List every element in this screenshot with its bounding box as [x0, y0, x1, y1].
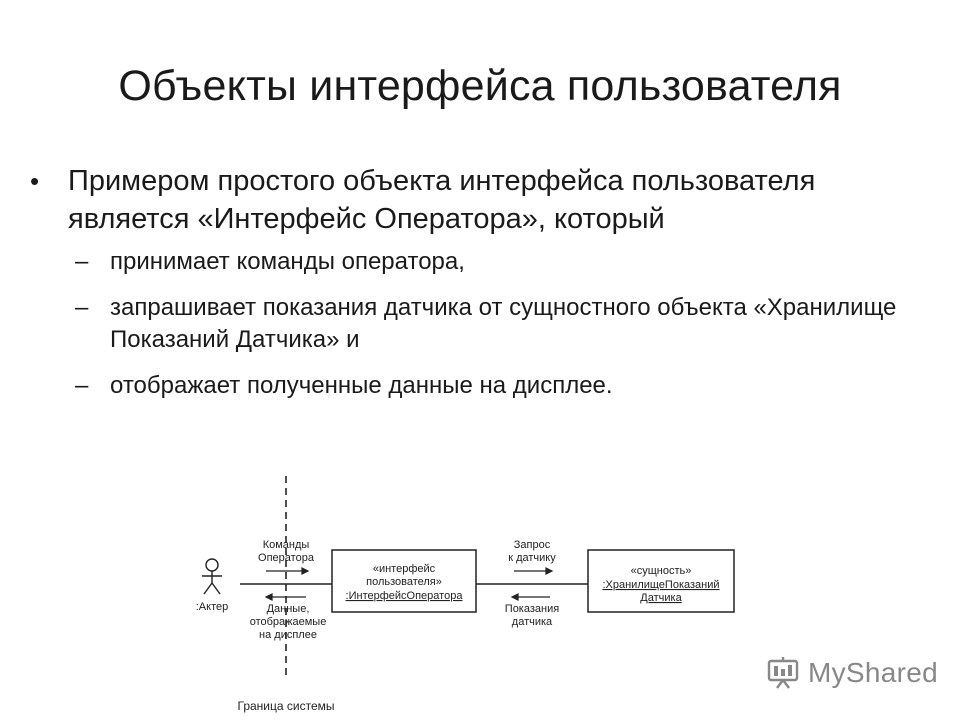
- sub-dash: –: [75, 372, 89, 399]
- entity-object-name-2: Датчика: [640, 592, 682, 604]
- presentation-board-icon: [766, 656, 800, 690]
- msg-request-line1: Запрос: [513, 539, 551, 551]
- ui-object-stereotype: «интерфейс: [372, 563, 436, 575]
- msg-request-line2: к датчику: [508, 552, 556, 564]
- arrow-left-icon: [512, 594, 550, 600]
- bullet-block: [30, 162, 930, 416]
- msg-readings-line2: датчика: [511, 616, 553, 628]
- sub-item-text: отображает полученные данные на дисплее.: [110, 372, 613, 399]
- actor-label: :Актер: [195, 601, 229, 613]
- sub-item-text: запрашивает показания датчика от сущностного объекта «Хранилище Показаний Датчика» и: [110, 294, 897, 353]
- sub-item-text: принимает команды оператора,: [110, 248, 465, 275]
- main-bullet-text: Примером простого объекта интерфейса пользователя является «Интерфейс Оператора», который: [68, 165, 816, 235]
- entity-object-stereotype: «сущность»: [630, 565, 692, 577]
- entity-object-name-1: :ХранилищеПоказаний: [602, 579, 720, 591]
- sub-dash: –: [75, 248, 89, 275]
- sub-dash: –: [75, 294, 89, 321]
- slide-title: Объекты интерфейса пользователя: [118, 62, 842, 110]
- arrow-right-icon: [514, 568, 552, 574]
- sub-item-1: [30, 246, 930, 278]
- sub-item-3: [30, 370, 930, 402]
- msg-displayed-line1: Данные,: [266, 603, 310, 615]
- sub-list: [30, 246, 930, 402]
- msg-commands-line2: Оператора: [258, 552, 314, 564]
- msg-readings-line1: Показания: [504, 603, 560, 615]
- boundary-label: Граница системы: [237, 699, 335, 713]
- arrow-right-icon: [266, 568, 308, 574]
- watermark: [766, 656, 938, 690]
- bullet-dot: •: [30, 166, 40, 196]
- watermark-text: MyShared: [808, 657, 939, 688]
- sub-item-2: [30, 292, 930, 356]
- main-bullet: [30, 162, 930, 238]
- msg-commands-line1: Команды: [262, 539, 310, 551]
- msg-displayed-line2: отображаемые: [249, 616, 327, 628]
- ui-object-name: :ИнтерфейсОператора: [345, 590, 463, 602]
- msg-displayed-line3: на дисплее: [259, 629, 317, 641]
- communication-diagram: [176, 470, 756, 718]
- actor-icon: [202, 559, 222, 594]
- ui-object-stereotype-2: пользователя»: [366, 576, 442, 588]
